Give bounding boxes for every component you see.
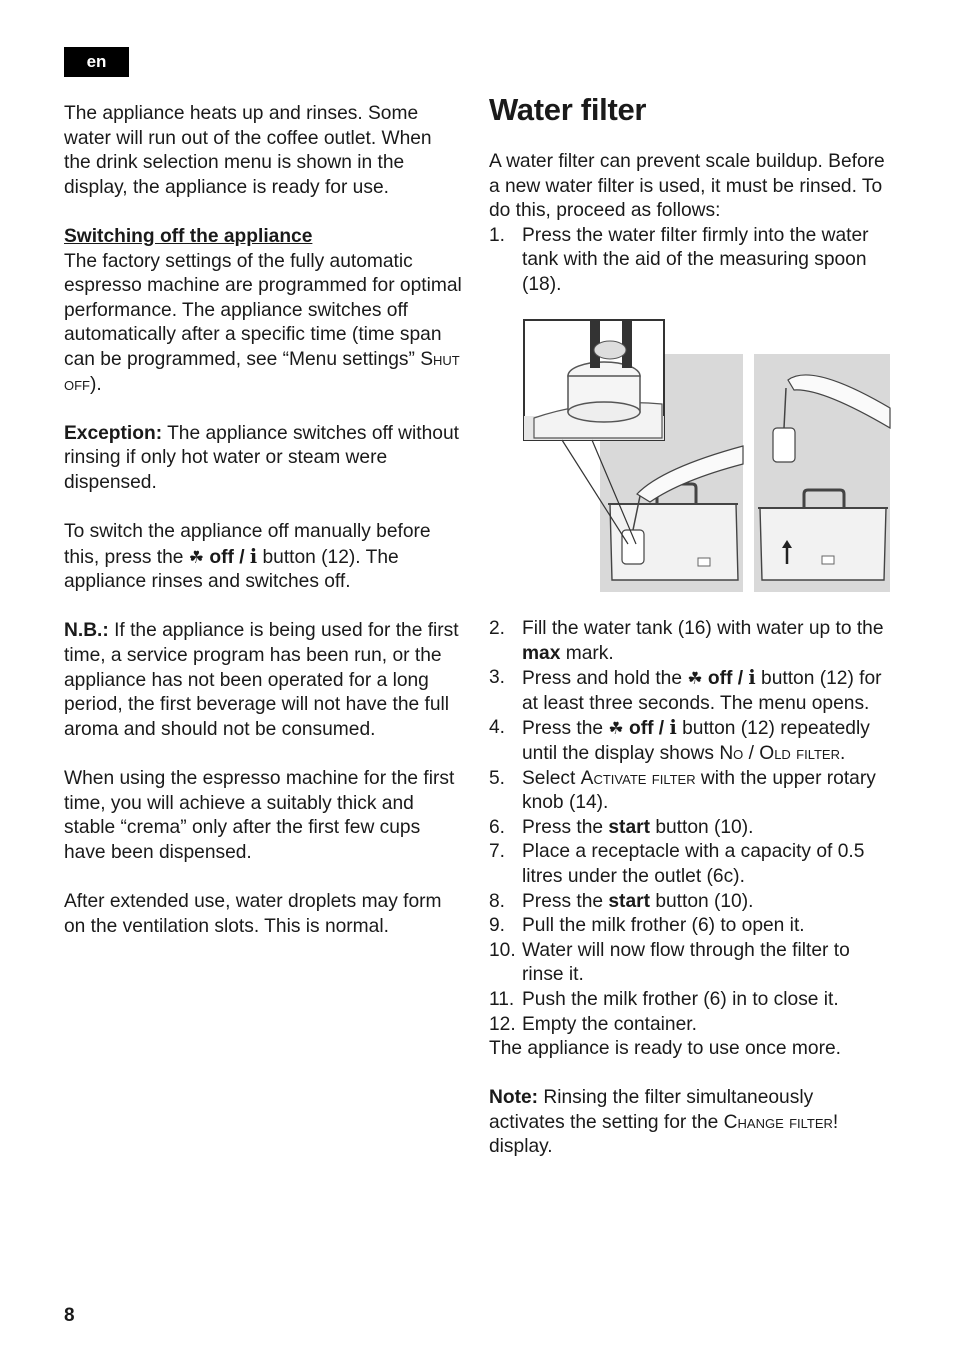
paragraph-note: Note: Rinsing the filter simultaneously activates the setting for the Change filter! display. — [489, 1087, 839, 1158]
heading-switching-off: Switching off the appliance — [64, 225, 313, 247]
list-item: 10. Water will now flow through the filter to rinse it. — [489, 939, 850, 986]
paragraph-intro: A water filter can prevent scale buildup. Before a new water filter is used, it must be rinsed. To do this, proceed as follows: — [489, 151, 885, 222]
paragraph-switching-off: The factory settings of the fully automatic espresso machine are programmed for optimal performance. The appliance switches off automatically after a specific time (time span can be programmed, see “Menu settings” Shut off). — [64, 250, 462, 395]
paragraph-manual-off: To switch the appliance off manually before this, press the ☘ off / i button (12). The appliance rinses and switches off. — [64, 521, 431, 593]
step-list-1 — [489, 224, 889, 298]
list-item: 1. Press the water filter firmly into the water tank with the aid of the measuring spoon (18). — [489, 224, 869, 295]
paragraph-nb: N.B.: If the appliance is being used for the first time, a service program has been run, or the appliance has not been operated for a long period, the first beverage will not have the full aroma and should not be consumed. — [64, 620, 459, 740]
right-column-top — [489, 150, 889, 298]
display-text-no-old-filter: No / Old filter — [719, 742, 840, 764]
label-nb: N.B.: — [64, 620, 109, 642]
list-item: 3. Press and hold the ☘ off / i button (12) for at least three seconds. The menu opens. — [489, 666, 882, 714]
step-list-2 — [489, 617, 889, 1037]
info-icon: i — [669, 716, 677, 740]
language-tag: en — [64, 47, 129, 77]
page-number: 8 — [64, 1305, 75, 1326]
list-item: 12. Empty the container. — [489, 1013, 697, 1035]
list-item: 9. Pull the milk frother (6) to open it. — [489, 915, 805, 937]
water-filter-illustration — [522, 318, 892, 594]
display-text-shut-off: Shut off — [64, 348, 460, 395]
power-icon: ☘ — [687, 669, 703, 689]
list-item: 2. Fill the water tank (16) with water up to the max mark. — [489, 618, 884, 664]
display-text-activate-filter: Activate filter — [580, 767, 696, 789]
label-note: Note: — [489, 1087, 539, 1109]
paragraph-crema: When using the espresso machine for the first time, you will achieve a suitably thick and stable “crema” only after the first few cups have been dispensed. — [64, 768, 455, 863]
list-item: 6. Press the start button (10). — [489, 816, 754, 838]
right-column-bottom — [489, 617, 889, 1160]
power-icon: ☘ — [188, 547, 205, 567]
list-item: 4. Press the ☘ off / i button (12) repeatedly until the display shows No / Old filter. — [489, 716, 870, 764]
list-item: 11. Push the milk frother (6) in to close it. — [489, 988, 839, 1010]
list-item: 7. Place a receptacle with a capacity of 0.5 litres under the outlet (6c). — [489, 841, 865, 887]
paragraph-ready: The appliance is ready to use once more. — [489, 1038, 841, 1060]
paragraph-extended-use: After extended use, water droplets may form on the ventilation slots. This is normal. — [64, 891, 442, 937]
list-item: 8. Press the start button (10). — [489, 890, 754, 912]
left-column — [64, 102, 462, 939]
info-icon: i — [249, 544, 258, 568]
paragraph-exception: Exception: The appliance switches off without rinsing if only hot water or steam were dispensed. — [64, 422, 459, 493]
paragraph-rinse: The appliance heats up and rinses. Some water will run out of the coffee outlet. When the drink selection menu is shown in the display, the appliance is ready for use. — [64, 103, 432, 198]
display-text-change-filter: Change filter! — [723, 1111, 839, 1133]
label-exception: Exception: — [64, 422, 163, 444]
list-item: 5. Select Activate filter with the upper rotary knob (14). — [489, 767, 876, 814]
section-title: Water filter — [489, 92, 647, 127]
info-icon: i — [748, 666, 756, 690]
power-icon: ☘ — [608, 719, 624, 739]
